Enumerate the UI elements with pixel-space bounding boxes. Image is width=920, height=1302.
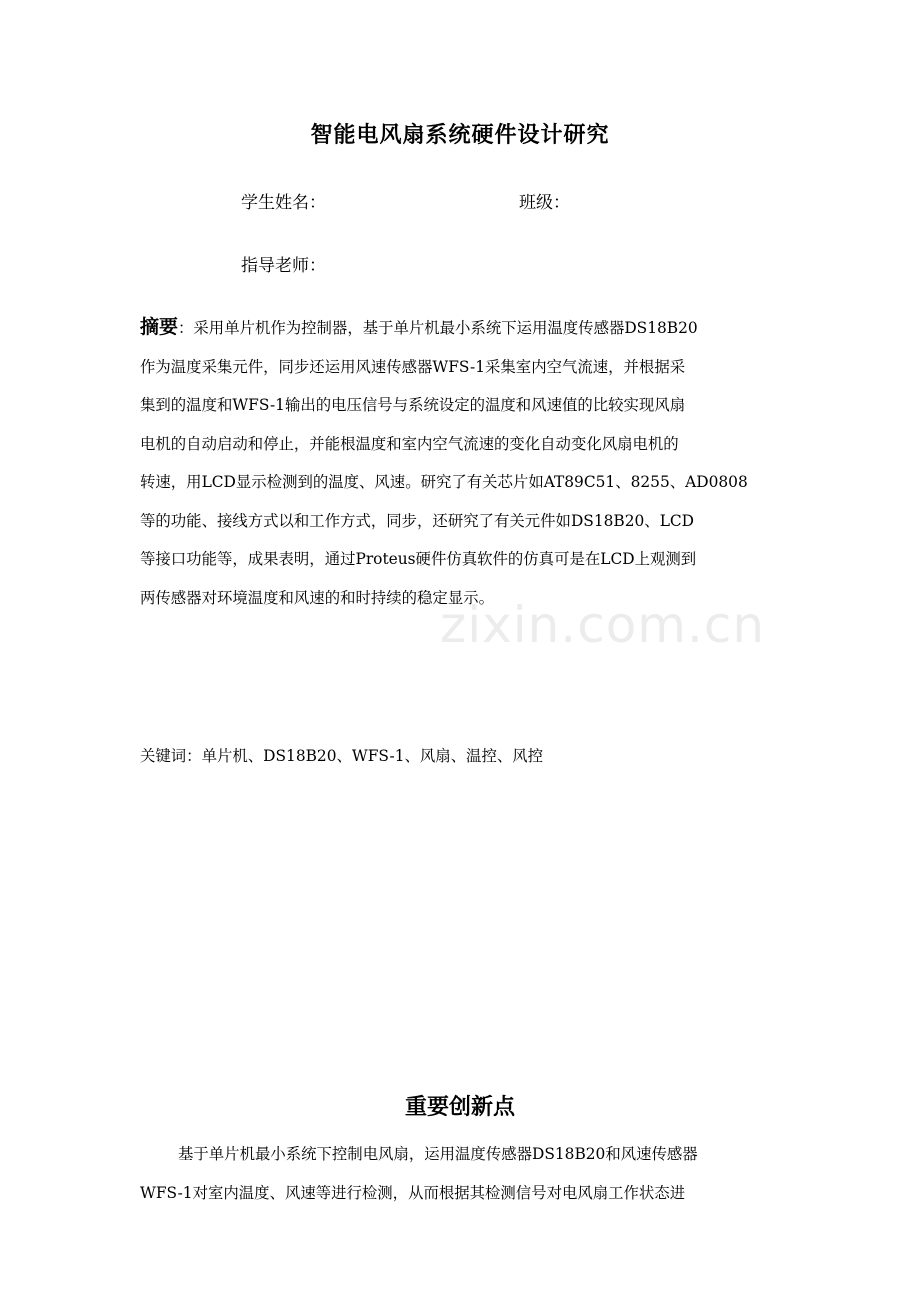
abstract-text: ：采用单片机作为控制器，基于单片机最小系统下运用温度传感器DS18B20 [178, 319, 698, 337]
class-label: 班级： [519, 193, 570, 213]
watermark-text: zixin.com.cn [440, 596, 766, 654]
innovation-section [140, 1108, 780, 1212]
abstract-line: 集到的温度和WFS-1输出的电压信号与系统设定的温度和风速值的比较实现风扇 [140, 396, 686, 414]
keywords-line [140, 744, 543, 766]
abstract-line: 转速，用LCD显示检测到的温度、风速。研究了有关芯片如AT89C51、8255、AD0808 [140, 473, 748, 491]
student-name-label: 学生姓名： [241, 193, 326, 213]
document-title: 智能电风扇系统硬件设计研究 [310, 123, 610, 148]
advisor-label: 指导老师： [241, 256, 326, 276]
innovation-line: WFS-1对室内温度、风速等进行检测，从而根据其检测信号对电风扇工作状态进 [140, 1183, 686, 1202]
abstract-label: 摘要 [140, 316, 179, 338]
abstract-line: 电机的自动启动和停止，并能根温度和室内空气流速的变化自动变化风扇电机的 [140, 434, 679, 453]
innovation-line: 基于单片机最小系统下控制电风扇，运用温度传感器DS18B20和风速传感器 [178, 1145, 698, 1163]
abstract-line: 等的功能、接线方式以和工作方式，同步，还研究了有关元件如DS18B20、LCD [140, 511, 695, 530]
keywords-text: 单片机、DS18B20、WFS-1、风扇、温控、风控 [201, 747, 544, 765]
innovation-title: 重要创新点 [404, 1095, 515, 1120]
abstract-line: 等接口功能等，成果表明，通过Proteus硬件仿真软件的仿真可是在LCD上观测到 [140, 550, 697, 568]
abstract-section [140, 308, 780, 617]
abstract-line: 作为温度采集元件，同步还运用风速传感器WFS-1采集室内空气流速，并根据采 [140, 357, 686, 376]
abstract-line: 两传感器对环境温度和风速的和时持续的稳定显示。 [140, 588, 494, 607]
abstract-line [140, 308, 780, 348]
keywords-label: 关键词： [140, 747, 202, 765]
